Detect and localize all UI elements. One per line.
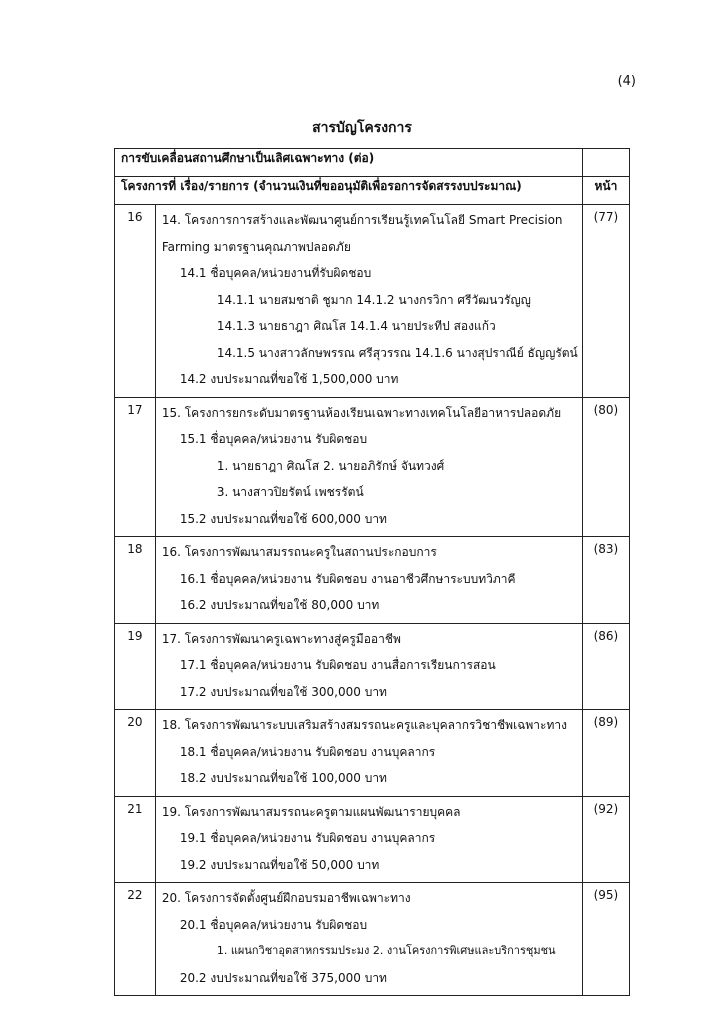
section-header-row: [115, 149, 630, 177]
project-item-line: 19.1 ชื่อบุคคล/หน่วยงาน รับผิดชอบ งานบุคลากร: [179, 831, 436, 845]
page-ref-cell: [582, 710, 629, 797]
column-header-page: หน้า: [582, 177, 629, 205]
toc-row: [115, 710, 630, 797]
row-number: 20: [127, 715, 143, 729]
page-ref-cell: [582, 883, 629, 996]
project-title-line: 19. โครงการพัฒนาสมรรถนะครูตามแผนพัฒนารายบุคคล: [161, 804, 461, 819]
project-subitem-line: 14.1.1 นายสมชาติ ชูมาก 14.1.2 นางกรวิกา ศรีวัฒนวรัญญู: [216, 292, 531, 307]
page-ref: (77): [593, 210, 619, 224]
page-ref-cell: [582, 397, 629, 537]
project-title-line: 14. โครงการการสร้างและพัฒนาศูนย์การเรียนรู้เทคโนโลยี Smart Precision: [161, 213, 563, 227]
row-number: 22: [127, 888, 143, 902]
toc-row: [115, 537, 630, 624]
toc-row: [115, 883, 630, 996]
project-item-line: 17.2 งบประมาณที่ขอใช้ 300,000 บาท: [179, 684, 387, 699]
project-title-line: 17. โครงการพัฒนาครูเฉพาะทางสู่ครูมืออาชีพ: [161, 631, 401, 646]
project-item-line: 18.2 งบประมาณที่ขอใช้ 100,000 บาท: [179, 771, 387, 785]
project-details: [155, 796, 582, 883]
project-subitem-line: 14.1.5 นางสาวลักษพรรณ ศรีสุวรรณ 14.1.6 นางสุปราณีย์ ธัญญรัตน์: [216, 345, 578, 360]
column-header-row: [115, 177, 630, 205]
toc-row: [115, 397, 630, 537]
project-item-line: 19.2 งบประมาณที่ขอใช้ 50,000 บาท: [179, 857, 380, 872]
toc-row: [115, 796, 630, 883]
page-ref-cell: [582, 796, 629, 883]
page-ref: (92): [593, 801, 619, 816]
project-details: [155, 710, 582, 797]
project-title-line: 18. โครงการพัฒนาระบบเสริมสร้างสมรรถนะครูและบุคลากรวิชาชีพเฉพาะทาง: [161, 718, 567, 732]
section-header: การขับเคลื่อนสถานศึกษาเป็นเลิศเฉพาะทาง (ต่อ): [115, 149, 583, 177]
row-number-cell: [115, 623, 156, 710]
project-item-line: 20.1 ชื่อบุคคล/หน่วยงาน รับผิดชอบ: [179, 917, 368, 932]
row-number: 21: [127, 801, 143, 816]
project-item-line: 16.2 งบประมาณที่ขอใช้ 80,000 บาท: [179, 598, 380, 612]
row-number: 18: [127, 542, 143, 556]
row-number-cell: [115, 883, 156, 996]
page-number: (4): [617, 74, 636, 89]
project-subitem-line: 1. นายธาฎา ศิณโส 2. นายอภิรักษ์ จันทวงศ์: [216, 458, 445, 473]
section-header-page-cell: [582, 149, 629, 177]
project-subitem-line: 3. นางสาวปิยรัตน์ เพชรรัตน์: [216, 485, 364, 499]
project-details: [155, 205, 582, 398]
row-number-cell: [115, 537, 156, 624]
project-item-line: 17.1 ชื่อบุคคล/หน่วยงาน รับผิดชอบ งานสื่อการเรียนการสอน: [179, 658, 496, 672]
page-ref: (80): [593, 402, 619, 417]
row-number-cell: [115, 796, 156, 883]
project-subitem-line: 1. แผนกวิชาอุตสาหกรรมประมง 2. งานโครงการพิเศษและบริการชุมชน: [216, 944, 556, 957]
page-ref: (83): [593, 542, 619, 556]
column-header-label: โครงการที่ เรื่อง/รายการ (จำนวนเงินที่ขออนุมัติเพื่อรอการจัดสรรงบประมาณ): [115, 177, 583, 205]
project-subitem-line: 14.1.3 นายธาฎา ศิณโส 14.1.4 นายประทีป สองแก้ว: [216, 319, 496, 333]
project-item-line: 15.2 งบประมาณที่ขอใช้ 600,000 บาท: [179, 511, 387, 526]
project-title-line: 16. โครงการพัฒนาสมรรถนะครูในสถานประกอบการ: [161, 545, 437, 559]
project-item-line: 14.1 ชื่อบุคคล/หน่วยงานที่รับผิดชอบ: [179, 266, 372, 280]
row-number-cell: [115, 397, 156, 537]
project-details: [155, 883, 582, 996]
project-item-line: 16.1 ชื่อบุคคล/หน่วยงาน รับผิดชอบ งานอาชีวศึกษาระบบทวิภาคี: [179, 571, 516, 586]
page-ref: (86): [593, 628, 619, 643]
document-title: สารบัญโครงการ: [312, 120, 412, 136]
project-details: [155, 623, 582, 710]
row-number: 16: [127, 210, 143, 224]
toc-row: [115, 205, 630, 398]
toc-row: [115, 623, 630, 710]
page-ref: (95): [593, 888, 619, 902]
project-item-line: 14.2 งบประมาณที่ขอใช้ 1,500,000 บาท: [179, 372, 399, 386]
project-item-line: 20.2 งบประมาณที่ขอใช้ 375,000 บาท: [179, 970, 387, 985]
page-ref-cell: [582, 623, 629, 710]
project-details: [155, 397, 582, 537]
row-number-cell: [115, 205, 156, 398]
project-title-line: 15. โครงการยกระดับมาตรฐานห้องเรียนเฉพาะทางเทคโนโลยีอาหารปลอดภัย: [161, 405, 562, 420]
page-ref-cell: [582, 537, 629, 624]
row-number-cell: [115, 710, 156, 797]
project-item-line: 15.1 ชื่อบุคคล/หน่วยงาน รับผิดชอบ: [179, 432, 368, 446]
row-number: 17: [127, 402, 143, 417]
project-item-line: 18.1 ชื่อบุคคล/หน่วยงาน รับผิดชอบ งานบุคลากร: [179, 744, 436, 759]
row-number: 19: [127, 628, 143, 643]
page-ref: (89): [593, 715, 619, 729]
page-ref-cell: [582, 205, 629, 398]
project-title-line: Farming มาตรฐานคุณภาพปลอดภัย: [161, 239, 351, 254]
project-details: [155, 537, 582, 624]
project-title-line: 20. โครงการจัดตั้งศูนย์ฝึกอบรมอาชีพเฉพาะทาง: [161, 891, 411, 905]
toc-table: [114, 148, 630, 996]
